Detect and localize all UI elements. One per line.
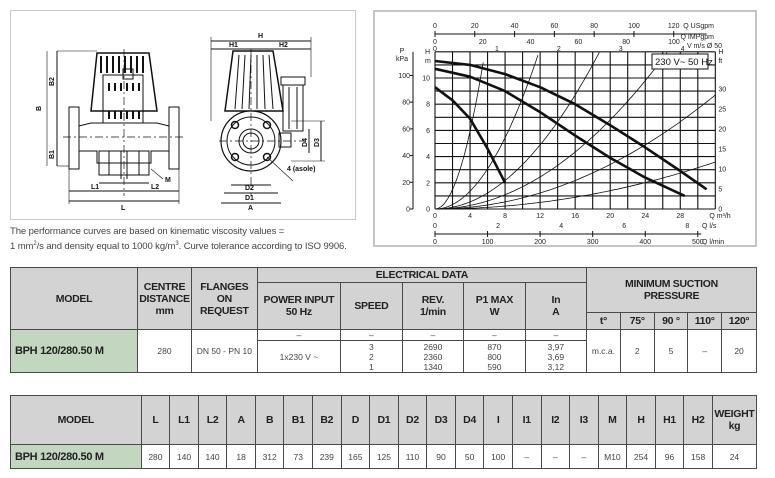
header-h1: H1 — [655, 396, 684, 445]
label-L1: L1 — [91, 184, 100, 191]
svg-text:12: 12 — [536, 213, 545, 220]
svg-text:2: 2 — [496, 223, 501, 230]
header-speed: SPEED — [341, 283, 403, 330]
svg-text:500: 500 — [691, 239, 704, 245]
header-h2: H2 — [684, 396, 713, 445]
suction-120: 20 — [722, 330, 757, 373]
pump-dimension-drawing — [11, 11, 355, 219]
p1max-top: – — [464, 330, 525, 341]
rev-values: 2690 2360 1340 — [402, 341, 464, 373]
svg-text:0: 0 — [426, 206, 430, 214]
svg-text:200: 200 — [534, 239, 546, 245]
svg-text:Q IMPgpm: Q IMPgpm — [680, 34, 714, 41]
in-values: 3,97 3,69 3,12 — [525, 341, 586, 373]
header-m: M — [598, 396, 627, 445]
svg-text:6: 6 — [426, 127, 430, 135]
svg-text:40: 40 — [510, 23, 519, 30]
dimension-value: – — [570, 445, 599, 469]
svg-text:100: 100 — [398, 72, 410, 80]
dimension-value: 158 — [684, 445, 713, 469]
header-i2: I2 — [541, 396, 570, 445]
svg-text:20: 20 — [606, 213, 615, 220]
svg-text:80: 80 — [402, 99, 410, 107]
dimension-value: 280 — [141, 445, 170, 469]
electrical-data-table — [10, 267, 757, 373]
svg-text:0: 0 — [406, 206, 410, 214]
svg-text:15: 15 — [718, 146, 727, 154]
header-l2: L2 — [198, 396, 227, 445]
svg-text:60: 60 — [574, 39, 583, 46]
svg-text:24: 24 — [641, 213, 650, 220]
in-top: – — [525, 330, 586, 341]
svg-text:40: 40 — [402, 153, 410, 161]
dimension-value: 50 — [455, 445, 484, 469]
header-d1: D1 — [370, 396, 399, 445]
header-b2: B2 — [313, 396, 342, 445]
svg-text:0: 0 — [433, 23, 437, 30]
label-M: M — [165, 177, 171, 184]
suction-90: 5 — [654, 330, 688, 373]
legend-label: 230 V~ 50 Hz — [655, 57, 713, 68]
header-b: B — [255, 396, 284, 445]
dimension-value: 165 — [341, 445, 370, 469]
dimension-value: 125 — [370, 445, 399, 469]
svg-text:kPa: kPa — [395, 55, 409, 63]
model-cell: BPH 120/280.50 M — [11, 445, 142, 469]
svg-text:4: 4 — [468, 213, 472, 220]
svg-text:80: 80 — [622, 39, 631, 46]
svg-text:0: 0 — [718, 206, 723, 214]
dimension-value: 24 — [712, 445, 756, 469]
dimension-value: 100 — [484, 445, 513, 469]
label-H: H — [258, 33, 264, 40]
svg-text:25: 25 — [718, 106, 727, 114]
p1max-values: 870 800 590 — [464, 341, 525, 373]
rev-top: – — [402, 330, 464, 341]
dimension-value: 18 — [227, 445, 256, 469]
svg-text:V m/s Ø 50: V m/s Ø 50 — [686, 43, 722, 50]
svg-text:8: 8 — [426, 101, 430, 109]
svg-text:60: 60 — [402, 126, 410, 134]
header-in: In A — [525, 283, 586, 330]
dimension-value: 254 — [627, 445, 656, 469]
svg-text:H: H — [425, 48, 431, 56]
label-B2: B2 — [49, 77, 56, 86]
svg-text:ft: ft — [718, 57, 723, 65]
svg-text:8: 8 — [503, 213, 508, 220]
pump-curve — [435, 69, 685, 196]
svg-text:Q l/s: Q l/s — [702, 223, 717, 230]
label-B1: B1 — [49, 150, 56, 159]
svg-text:16: 16 — [571, 213, 580, 220]
header-temp-75: 75° — [620, 313, 654, 330]
power-input-top: – — [257, 330, 340, 341]
svg-text:20: 20 — [478, 39, 487, 46]
dimension-value: M10 — [598, 445, 627, 469]
header-temp-110: 110° — [688, 313, 722, 330]
header-electrical-data: ELECTRICAL DATA — [257, 268, 586, 283]
svg-text:Q m³/h: Q m³/h — [709, 213, 731, 220]
header-l1: L1 — [170, 396, 199, 445]
dimension-value: 73 — [284, 445, 313, 469]
svg-text:20: 20 — [402, 179, 410, 187]
dimensions-table — [10, 395, 757, 469]
header-centre-distance: CENTRE DISTANCE mm — [138, 268, 192, 330]
svg-text:5: 5 — [718, 186, 723, 194]
header-d: D — [341, 396, 370, 445]
header-rev: REV. 1/min — [402, 283, 464, 330]
table-row — [11, 330, 757, 341]
flanges-value: DN 50 - PN 10 — [191, 330, 257, 373]
svg-text:120: 120 — [667, 23, 680, 30]
svg-text:400: 400 — [639, 239, 652, 245]
svg-text:10: 10 — [718, 166, 727, 174]
svg-text:3: 3 — [618, 46, 623, 53]
note-line-1: The performance curves are based on kinematic viscosity values = — [10, 226, 285, 237]
suction-110: – — [688, 330, 722, 373]
dimension-value: 312 — [255, 445, 284, 469]
header-d2: D2 — [398, 396, 427, 445]
header-i3: I3 — [570, 396, 599, 445]
svg-text:8: 8 — [685, 223, 690, 230]
centre-distance-value: 280 — [138, 330, 192, 373]
label-D2: D2 — [245, 185, 254, 192]
svg-text:2: 2 — [556, 46, 561, 53]
header-h: H — [627, 396, 656, 445]
speed-values: 3 2 1 — [341, 341, 403, 373]
dimension-value: 96 — [655, 445, 684, 469]
svg-text:100: 100 — [481, 239, 494, 245]
label-D1: D1 — [245, 195, 254, 202]
dimension-value: 140 — [198, 445, 227, 469]
svg-text:28: 28 — [676, 213, 685, 220]
svg-text:4: 4 — [426, 154, 430, 162]
header-b1: B1 — [284, 396, 313, 445]
svg-text:20: 20 — [470, 23, 479, 30]
note-line-2: 1 $mm^2/s$ and density equal to 1000 $kg/m^3$. Curve tolerance according to ISO 9906. — [10, 241, 347, 253]
svg-text:4: 4 — [559, 223, 564, 230]
header-d4: D4 — [455, 396, 484, 445]
header-i: I — [484, 396, 513, 445]
svg-text:H: H — [718, 48, 724, 56]
header-temp-t: t° — [587, 313, 621, 330]
svg-text:0: 0 — [433, 46, 437, 53]
table-row — [11, 445, 757, 469]
speed-top: – — [341, 330, 403, 341]
svg-text:4: 4 — [680, 46, 685, 53]
svg-text:100: 100 — [628, 23, 640, 30]
svg-text:300: 300 — [586, 239, 599, 245]
header-temp-120: 120° — [722, 313, 757, 330]
performance-chart — [375, 12, 755, 245]
header-i1: I1 — [512, 396, 541, 445]
svg-text:0: 0 — [433, 213, 437, 220]
header-model: MODEL — [11, 396, 142, 445]
performance-chart-panel — [373, 10, 757, 247]
svg-text:20: 20 — [718, 126, 727, 134]
header-model: MODEL — [11, 268, 138, 330]
header-p1max: P1 MAX W — [464, 283, 525, 330]
label-A: A — [248, 205, 254, 212]
svg-text:60: 60 — [550, 23, 559, 30]
header-minimum-suction: MINIMUM SUCTION PRESSURE — [587, 268, 757, 313]
label-D4: D4 — [302, 138, 309, 147]
svg-text:0: 0 — [433, 39, 437, 46]
svg-text:10: 10 — [422, 75, 430, 83]
header-flanges: FLANGES ON REQUEST — [191, 268, 257, 330]
label-holes: 4 (asole) — [287, 166, 316, 173]
power-input-value: 1x230 V ~ — [257, 341, 340, 373]
svg-text:0: 0 — [433, 239, 437, 245]
svg-text:30: 30 — [718, 86, 727, 94]
dimension-value: – — [541, 445, 570, 469]
svg-text:6: 6 — [622, 223, 627, 230]
svg-text:Q USgpm: Q USgpm — [683, 23, 714, 30]
svg-text:40: 40 — [526, 39, 535, 46]
dimension-value: 140 — [170, 445, 199, 469]
dimension-value: – — [512, 445, 541, 469]
header-d3: D3 — [427, 396, 456, 445]
suction-unit: m.c.a. — [587, 330, 621, 373]
svg-text:100: 100 — [668, 39, 680, 46]
svg-text:Q l/min: Q l/min — [702, 239, 725, 245]
dimension-drawing-panel — [10, 10, 356, 220]
label-H1: H1 — [229, 42, 238, 49]
header-l: L — [141, 396, 170, 445]
label-D3: D3 — [314, 138, 321, 147]
header-temp-90: 90 ° — [654, 313, 688, 330]
svg-text:0: 0 — [433, 223, 437, 230]
label-L2: L2 — [151, 184, 160, 191]
label-H2: H2 — [279, 42, 288, 49]
svg-text:80: 80 — [590, 23, 599, 30]
header-weight: WEIGHT kg — [712, 396, 756, 445]
dimension-value: 90 — [427, 445, 456, 469]
label-L: L — [121, 205, 126, 212]
model-cell: BPH 120/280.50 M — [11, 330, 138, 373]
svg-text:1: 1 — [494, 46, 499, 53]
header-a: A — [227, 396, 256, 445]
header-power-input: POWER INPUT 50 Hz — [257, 283, 340, 330]
suction-75: 2 — [620, 330, 654, 373]
label-B: B — [36, 105, 43, 111]
dimension-value: 110 — [398, 445, 427, 469]
dimension-value: 239 — [313, 445, 342, 469]
svg-text:2: 2 — [426, 180, 430, 188]
performance-note — [10, 225, 347, 253]
svg-text:m: m — [425, 57, 431, 65]
svg-text:P: P — [399, 47, 405, 55]
